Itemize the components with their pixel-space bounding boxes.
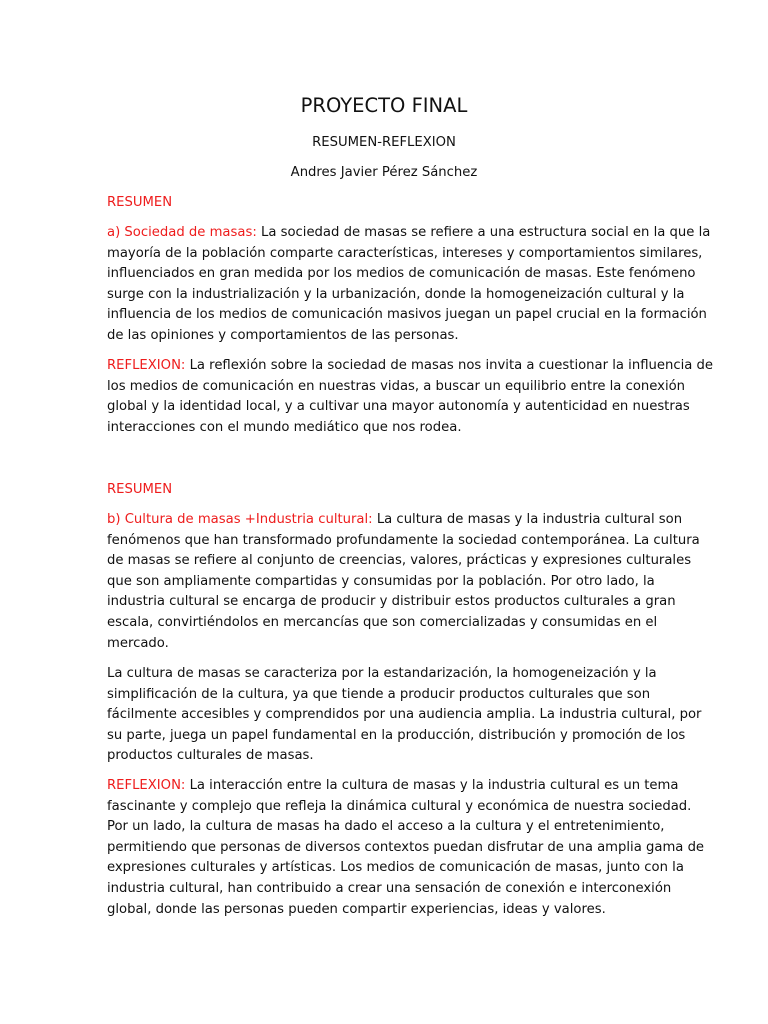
paragraph-line: de masas se refiere al conjunto de creencias, valores, prácticas y expresiones culturales (107, 553, 692, 569)
paragraph-text: La cultura de masas y la industria cultural son (372, 512, 683, 527)
section2-reflexion-paragraph (107, 776, 705, 920)
paragraph-line: mayoría de la población comparte características, intereses y comportamientos similares, (107, 245, 703, 261)
section1-resumen-paragraph (107, 223, 711, 347)
paragraph-line: mercado. (107, 635, 169, 651)
paragraph-text: La sociedad de masas se refiere a una estructura social en la que la (256, 225, 711, 240)
paragraph-line: los medios de comunicación en nuestras vidas, a buscar un equilibrio entre la conexión (107, 378, 686, 394)
paragraph-line: productos culturales de masas. (107, 748, 314, 764)
paragraph-text: La interacción entre la cultura de masas y la industria cultural es un tema (185, 778, 679, 793)
paragraph-line (107, 223, 711, 244)
section1-resumen-label: a) Sociedad de masas: (107, 225, 257, 240)
paragraph-line: escala, convirtiéndolos en mercancías que son comercializadas y consumidas en el (107, 614, 658, 630)
paragraph-line: fascinante y complejo que refleja la dinámica cultural y económica de nuestra sociedad. (107, 798, 692, 814)
paragraph-line: influenciados en gran medida por los medios de comunicación de masas. Este fenómeno (107, 266, 696, 282)
paragraph-line: Por un lado, la cultura de masas ha dado el acceso a la cultura y el entretenimiento, (107, 819, 665, 835)
section2-resumen-paragraph (107, 510, 700, 654)
section1-reflexion-paragraph (107, 356, 714, 438)
paragraph-line: expresiones culturales y artísticas. Los medios de comunicación de masas, junto con la (107, 860, 684, 876)
paragraph-line: fácilmente accesibles y comprendidos por una audiencia amplia. La industria cultural, por (107, 707, 702, 723)
paragraph-line: permitiendo que personas de diversos contextos puedan disfrutar de una amplia gama de (107, 839, 705, 855)
paragraph-line: industria cultural, han contribuido a crear una sensación de conexión e interconexión (107, 880, 672, 896)
paragraph-line (107, 776, 679, 797)
section2-resumen-label: b) Cultura de masas +Industria cultural: (107, 512, 373, 527)
section2-heading: RESUMEN (107, 482, 173, 497)
paragraph-line: global, donde las personas pueden compartir experiencias, ideas y valores. (107, 901, 606, 917)
paragraph-line (107, 510, 683, 531)
paragraph-line: La cultura de masas se caracteriza por la estandarización, la homogeneización y la (107, 666, 657, 681)
section1-heading: RESUMEN (107, 195, 173, 210)
paragraph-line: global y la identidad local, y a cultivar una mayor autonomía y autenticidad en nuestras (107, 399, 690, 415)
section2-body-paragraph (107, 664, 702, 767)
paragraph-line (107, 356, 714, 377)
paragraph-line: interacciones con el mundo mediático que nos rodea. (107, 419, 462, 435)
section2-reflexion-label: REFLEXION: (107, 778, 186, 793)
paragraph-text: La reflexión sobre la sociedad de masas nos invita a cuestionar la influencia de (185, 358, 714, 373)
paragraph-line: surge con la industrialización y la urbanización, donde la homogeneización cultural y la (107, 286, 685, 302)
document-subtitle: RESUMEN-REFLEXION (312, 135, 456, 150)
section1-reflexion-label: REFLEXION: (107, 358, 186, 373)
document-title: PROYECTO FINAL (300, 94, 468, 117)
document-author: Andres Javier Pérez Sánchez (290, 165, 478, 180)
paragraph-line: industria cultural se encarga de producir y distribuir estos productos culturales a gran (107, 594, 676, 610)
paragraph-line: su parte, juega un papel fundamental en la producción, distribución y promoción de los (107, 727, 686, 743)
paragraph-line: de las opiniones y comportamientos de las personas. (107, 327, 459, 343)
paragraph-line: fenómenos que han transformado profundamente la sociedad contemporánea. La cultura (107, 532, 700, 548)
paragraph-line: que son ampliamente compartidas y consumidas por la población. Por otro lado, la (107, 573, 655, 589)
paragraph-line: influencia de los medios de comunicación masivos juegan un papel crucial en la formación (107, 307, 707, 323)
paragraph-line: simplificación de la cultura, ya que tiende a producir productos culturales que son (107, 686, 651, 702)
